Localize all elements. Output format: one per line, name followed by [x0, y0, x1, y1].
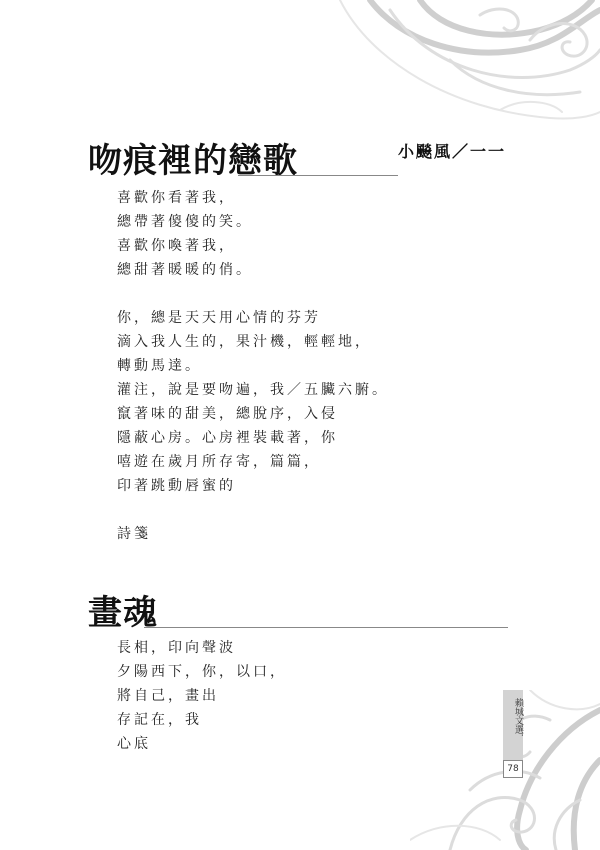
poem-title: 吻痕裡的戀歌	[88, 141, 298, 181]
poem-author: 小飈風／一一	[397, 142, 506, 161]
poem-line: 將自己，畫出	[117, 688, 219, 704]
title-rule	[144, 627, 508, 628]
poem-line: 喜歡你喚著我，	[117, 238, 236, 254]
poem-header	[88, 128, 508, 181]
poem-line: 轉動馬達。	[117, 358, 202, 374]
poem-line: 喜歡你看著我，	[117, 190, 236, 206]
poem-line: 詩箋	[117, 526, 151, 542]
poem-body	[117, 186, 389, 546]
stanza-break	[117, 282, 389, 306]
poem-header	[88, 578, 508, 633]
poem-line: 長相，印向聲波	[117, 640, 236, 656]
poem-line: 心底	[117, 736, 151, 752]
swirl-ornament-top	[330, 0, 600, 130]
stanza-break	[117, 498, 389, 522]
poem-line: 嘻遊在歲月所存寄，篇篇，	[117, 454, 321, 470]
poem-line: 印著跳動唇蜜的	[117, 478, 236, 494]
poem-line: 夕陽西下，你，以口，	[117, 664, 287, 680]
poem-line: 竄著味的甜美，總脫序，入侵	[117, 406, 338, 422]
poem-line: 存記在，我	[117, 712, 202, 728]
poem-line: 滴入我人生的，果汁機，輕輕地，	[117, 334, 372, 350]
poem-line: 灌注，說是要吻遍，我／五臟六腑。	[117, 382, 389, 398]
poem-title: 畫魂	[88, 593, 158, 633]
page-number: 78	[503, 760, 523, 778]
poem-body	[117, 636, 287, 756]
title-rule	[238, 175, 398, 176]
poem-line: 總甜著暖暖的俏。	[117, 262, 253, 278]
poem-line: 你，總是天天用心情的芬芳	[117, 310, 321, 326]
side-tab-label: 賴城文選．	[513, 698, 523, 743]
poem-line: 隱蔽心房。心房裡裝載著，你	[117, 430, 338, 446]
poem-line: 總帶著傻傻的笑。	[117, 214, 253, 230]
